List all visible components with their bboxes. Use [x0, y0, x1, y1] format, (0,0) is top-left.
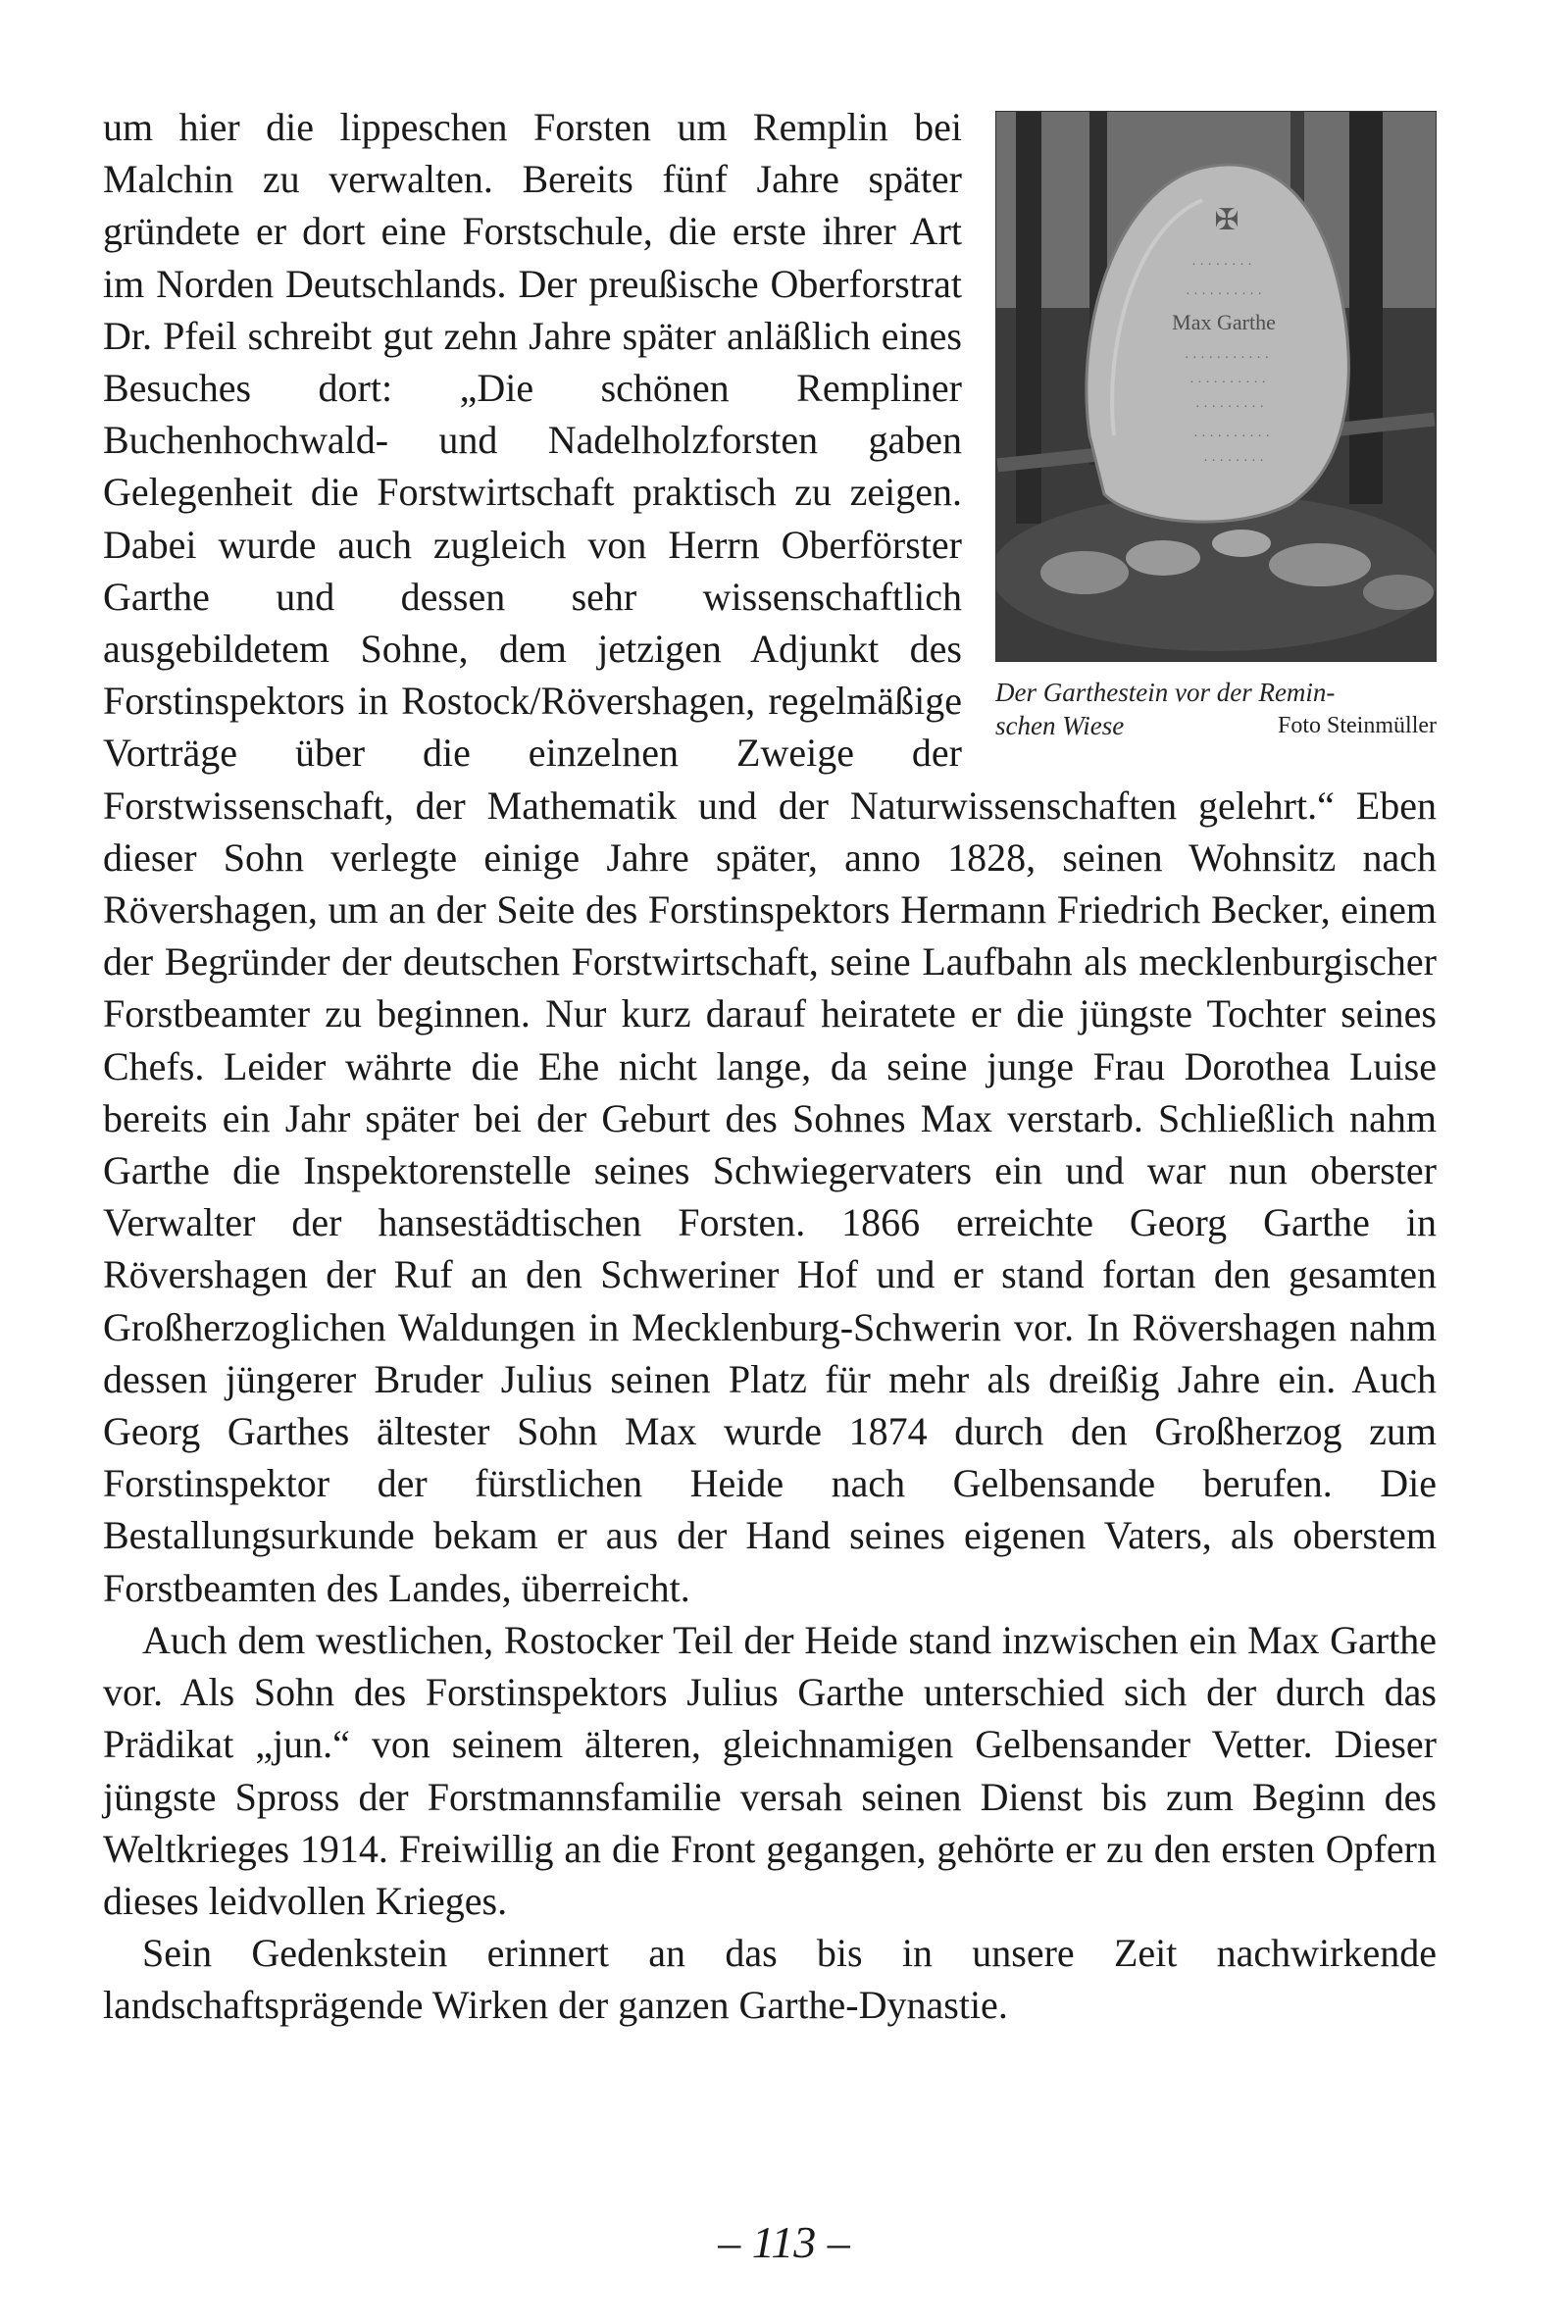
photo-credit: Foto Steinmüller	[1278, 713, 1437, 738]
svg-text:· · · · · · · ·: · · · · · · · ·	[1203, 454, 1264, 469]
svg-text:· · · · · · · · · ·: · · · · · · · · · ·	[1189, 376, 1267, 390]
paragraph-1: um hier die lippeschen Forsten um Remplin bei Malchin zu verwalten. Bereits fünf Jahre später gründete er dort eine Forstschule, die erste ihrer Art im Norden Deutschlands. Der preußische Oberforstrat Dr. Pfeil schreibt gut zehn Jahre später anläßlich eines Besuches dort: „Die schönen Rempliner Buchenhochwald- und Nadelholzforsten gaben Gelegenheit die Forstwirtschaft praktisch zu zeigen. Dabei wurde auch zugleich von Herrn Oberförster Garthe und dessen sehr wissenschaftlich ausgebildetem Sohne, dem jetzigen Adjunkt des Forstinspektors in Rostock/Rövershagen, regelmäßige Vorträge über die einzelnen Zweige der Forstwissenschaft, der Mathematik und der Naturwissenschaften gelehrt.“ Eben dieser Sohn verlegte einige Jahre später, anno 1828, seinen Wohnsitz nach Rövershagen, um an der Seite des Forstinspektors Hermann Friedrich Becker, einem der Begründer der deutschen Forstwirtschaft, seine Laufbahn als mecklenburgischer Forstbeamter zu beginnen. Nur kurz darauf heiratete er die jüngste Tochter seines Chefs. Leider währte die Ehe nicht lange, da seine junge Frau Dorothea Luise bereits ein Jahr später bei der Geburt des Sohnes Max verstarb. Schließlich nahm Garthe die Inspektorenstelle seines Schwiegervaters ein und war nun oberster Verwalter der hansestädtischen Forsten. 1866 erreichte Georg Garthe in Rövershagen der Ruf an den Schweriner Hof und er stand fortan den gesamten Großherzoglichen Waldungen in Mecklenburg-Schwerin vor. In Rövershagen nahm dessen jüngerer Bruder Julius seinen Platz für mehr als dreißig Jahre ein. Auch Georg Garthes ältester Sohn Max wurde 1874 durch den Großherzog zum Forstinspektor der fürstlichen Heide nach Gelbensande berufen. Die Bestallungsurkunde bekam er aus der Hand seines eigenen Vaters, als oberstem Forstbeamten des Landes, überreicht.	[103, 105, 1437, 1610]
caption-line-1: Der Garthestein vor der Remin-	[995, 678, 1336, 707]
memorial-stone-photo	[995, 111, 1437, 662]
body-text	[103, 101, 1437, 2032]
stone-illustration	[996, 112, 1436, 661]
paragraph-3: Sein Gedenkstein erinnert an das bis in unsere Zeit nachwirkende landschaftsprägende Wirken der ganzen Garthe-Dynastie.	[103, 1931, 1437, 2028]
caption-line-2: schen Wiese	[995, 711, 1125, 740]
page-number: – 113 –	[718, 2217, 850, 2267]
svg-text:· · · · · · · · · ·: · · · · · · · · · ·	[1192, 429, 1271, 444]
svg-text:✠: ✠	[1214, 204, 1239, 236]
paragraph-2: Auch dem westlichen, Rostocker Teil der Heide stand inzwischen ein Max Garthe vor. Als Sohn des Forstinspektors Julius Garthe unterschied sich der durch das Prädikat „jun.“ von seinem älteren, gleichnamigen Gelbensander Vetter. Dieser jüngste Spross der Forstmannsfamilie versah seinen Dienst bis zum Beginn des Weltkrieges 1914. Freiwillig an die Front gegangen, gehörte er zu den ersten Opfern dieses leidvollen Krieges.	[103, 1617, 1437, 1923]
svg-text:· · · · · · · · ·: · · · · · · · · ·	[1195, 400, 1264, 415]
svg-text:· · · · · · · ·: · · · · · · · ·	[1191, 258, 1252, 273]
figure	[995, 111, 1437, 742]
svg-text:· · · · · · · · · ·: · · · · · · · · · ·	[1185, 287, 1263, 302]
figure-caption	[995, 676, 1437, 742]
svg-text:· · · · · · · · · · ·: · · · · · · · · · · ·	[1184, 351, 1270, 366]
svg-text:Max Garthe: Max Garthe	[1172, 310, 1276, 334]
